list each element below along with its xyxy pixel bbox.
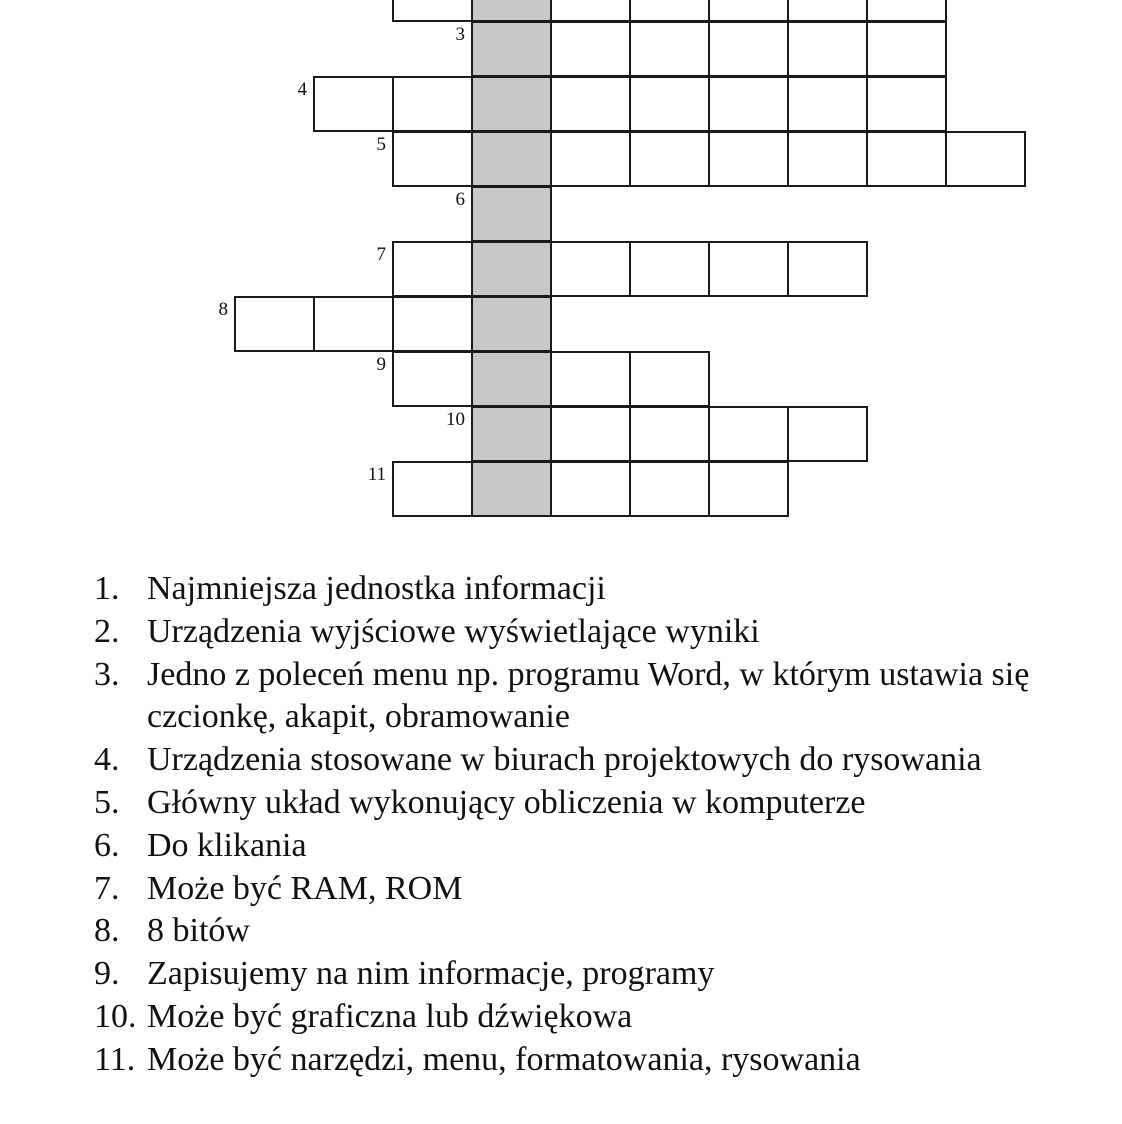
key-column-cell[interactable]: [471, 76, 552, 132]
clue-item: [94, 611, 1104, 654]
crossword-cell[interactable]: [708, 0, 789, 22]
row-number-label: 5: [376, 134, 386, 155]
crossword-cell[interactable]: [629, 406, 710, 462]
clue-list: [94, 568, 1104, 1082]
clue-number: 4.: [94, 741, 120, 779]
crossword-cell[interactable]: [392, 0, 473, 22]
clue-text: Może być RAM, ROM: [147, 869, 463, 907]
clue-text: 8 bitów: [147, 912, 250, 950]
crossword-cell[interactable]: [787, 21, 868, 77]
crossword-cell[interactable]: [392, 461, 473, 517]
crossword-cell[interactable]: [708, 21, 789, 77]
clue-number: 1.: [94, 570, 120, 607]
crossword-cell[interactable]: [629, 76, 710, 132]
row-number-label: 9: [376, 354, 386, 375]
clue-text: Może być narzędzi, menu, formatowania, rysowania: [147, 1040, 861, 1078]
key-column-cell[interactable]: [471, 406, 552, 462]
row-number-label: 8: [218, 299, 228, 320]
crossword-cell[interactable]: [945, 131, 1026, 187]
crossword-cell[interactable]: [708, 406, 789, 462]
crossword-cell[interactable]: [550, 406, 631, 462]
crossword-cell[interactable]: [787, 131, 868, 187]
clue-number: 9.: [94, 955, 120, 993]
clue-text: Może być graficzna lub dźwiękowa: [147, 997, 633, 1035]
row-number-label: 7: [376, 244, 386, 265]
crossword-grid: [0, 0, 1122, 530]
crossword-cell[interactable]: [787, 0, 868, 22]
crossword-cell[interactable]: [550, 131, 631, 187]
key-column-cell[interactable]: [471, 296, 552, 352]
crossword-cell[interactable]: [392, 131, 473, 187]
clue-item: [94, 1039, 1104, 1082]
row-number-label: 4: [297, 79, 307, 100]
clue-number: 3.: [94, 655, 120, 693]
crossword-cell[interactable]: [629, 351, 710, 407]
crossword-cell[interactable]: [629, 21, 710, 77]
clue-text: Główny układ wykonujący obliczenia w komputerze: [147, 783, 866, 821]
row-number-label: 3: [455, 24, 465, 45]
clue-item: [94, 868, 1104, 911]
key-column-cell[interactable]: [471, 241, 552, 297]
crossword-cell[interactable]: [708, 461, 789, 517]
clue-number: 5.: [94, 783, 120, 821]
clue-item: [94, 996, 1104, 1039]
clue-text: Jedno z poleceń menu np. programu Word, w którym ustawia się czcionkę, akapit, obramowanie: [147, 655, 1072, 736]
crossword-cell[interactable]: [550, 351, 631, 407]
crossword-cell[interactable]: [787, 406, 868, 462]
clue-number: 8.: [94, 912, 120, 950]
clue-item: [94, 825, 1104, 868]
row-number-label: 11: [367, 464, 386, 485]
crossword-cell[interactable]: [392, 241, 473, 297]
crossword-cell[interactable]: [392, 351, 473, 407]
clue-text: Urządzenia wyjściowe wyświetlające wyniki: [147, 612, 760, 650]
crossword-cell[interactable]: [550, 461, 631, 517]
clue-item: [94, 568, 1104, 611]
clue-text: Zapisujemy na nim informacje, programy: [147, 955, 715, 993]
crossword-cell[interactable]: [550, 0, 631, 22]
clue-item: [94, 782, 1104, 825]
crossword-cell[interactable]: [313, 76, 394, 132]
crossword-cell[interactable]: [313, 296, 394, 352]
crossword-cell[interactable]: [629, 0, 710, 22]
crossword-cell[interactable]: [866, 0, 947, 22]
clue-number: 6.: [94, 826, 120, 864]
crossword-cell[interactable]: [550, 21, 631, 77]
crossword-cell[interactable]: [629, 241, 710, 297]
crossword-cell[interactable]: [787, 241, 868, 297]
clue-item: [94, 739, 1104, 782]
crossword-cell[interactable]: [392, 296, 473, 352]
key-column-cell[interactable]: [471, 186, 552, 242]
clue-text: Najmniejsza jednostka informacji: [147, 570, 606, 607]
row-number-label: 10: [446, 409, 465, 430]
crossword-cell[interactable]: [866, 76, 947, 132]
key-column-cell[interactable]: [471, 131, 552, 187]
crossword-cell[interactable]: [550, 76, 631, 132]
crossword-cell[interactable]: [234, 296, 315, 352]
key-column-cell[interactable]: [471, 21, 552, 77]
crossword-cell[interactable]: [629, 131, 710, 187]
key-column-cell[interactable]: [471, 0, 552, 22]
crossword-cell[interactable]: [866, 131, 947, 187]
key-column-cell[interactable]: [471, 351, 552, 407]
clue-number: 2.: [94, 612, 120, 650]
clue-number: 7.: [94, 869, 120, 907]
clue-item: [94, 953, 1104, 996]
crossword-cell[interactable]: [629, 461, 710, 517]
row-number-label: 6: [455, 189, 465, 210]
clue-item: [94, 654, 1104, 740]
crossword-cell[interactable]: [550, 241, 631, 297]
key-column-cell[interactable]: [471, 461, 552, 517]
crossword-cell[interactable]: [866, 21, 947, 77]
clue-number: 11.: [94, 1040, 136, 1078]
clue-number: 10.: [94, 997, 137, 1035]
clue-item: [94, 910, 1104, 953]
crossword-cell[interactable]: [392, 76, 473, 132]
clue-text: Do klikania: [147, 826, 307, 864]
crossword-cell[interactable]: [708, 76, 789, 132]
crossword-cell[interactable]: [708, 131, 789, 187]
clue-text: Urządzenia stosowane w biurach projektowych do rysowania: [147, 741, 982, 779]
crossword-cell[interactable]: [708, 241, 789, 297]
crossword-cell[interactable]: [787, 76, 868, 132]
